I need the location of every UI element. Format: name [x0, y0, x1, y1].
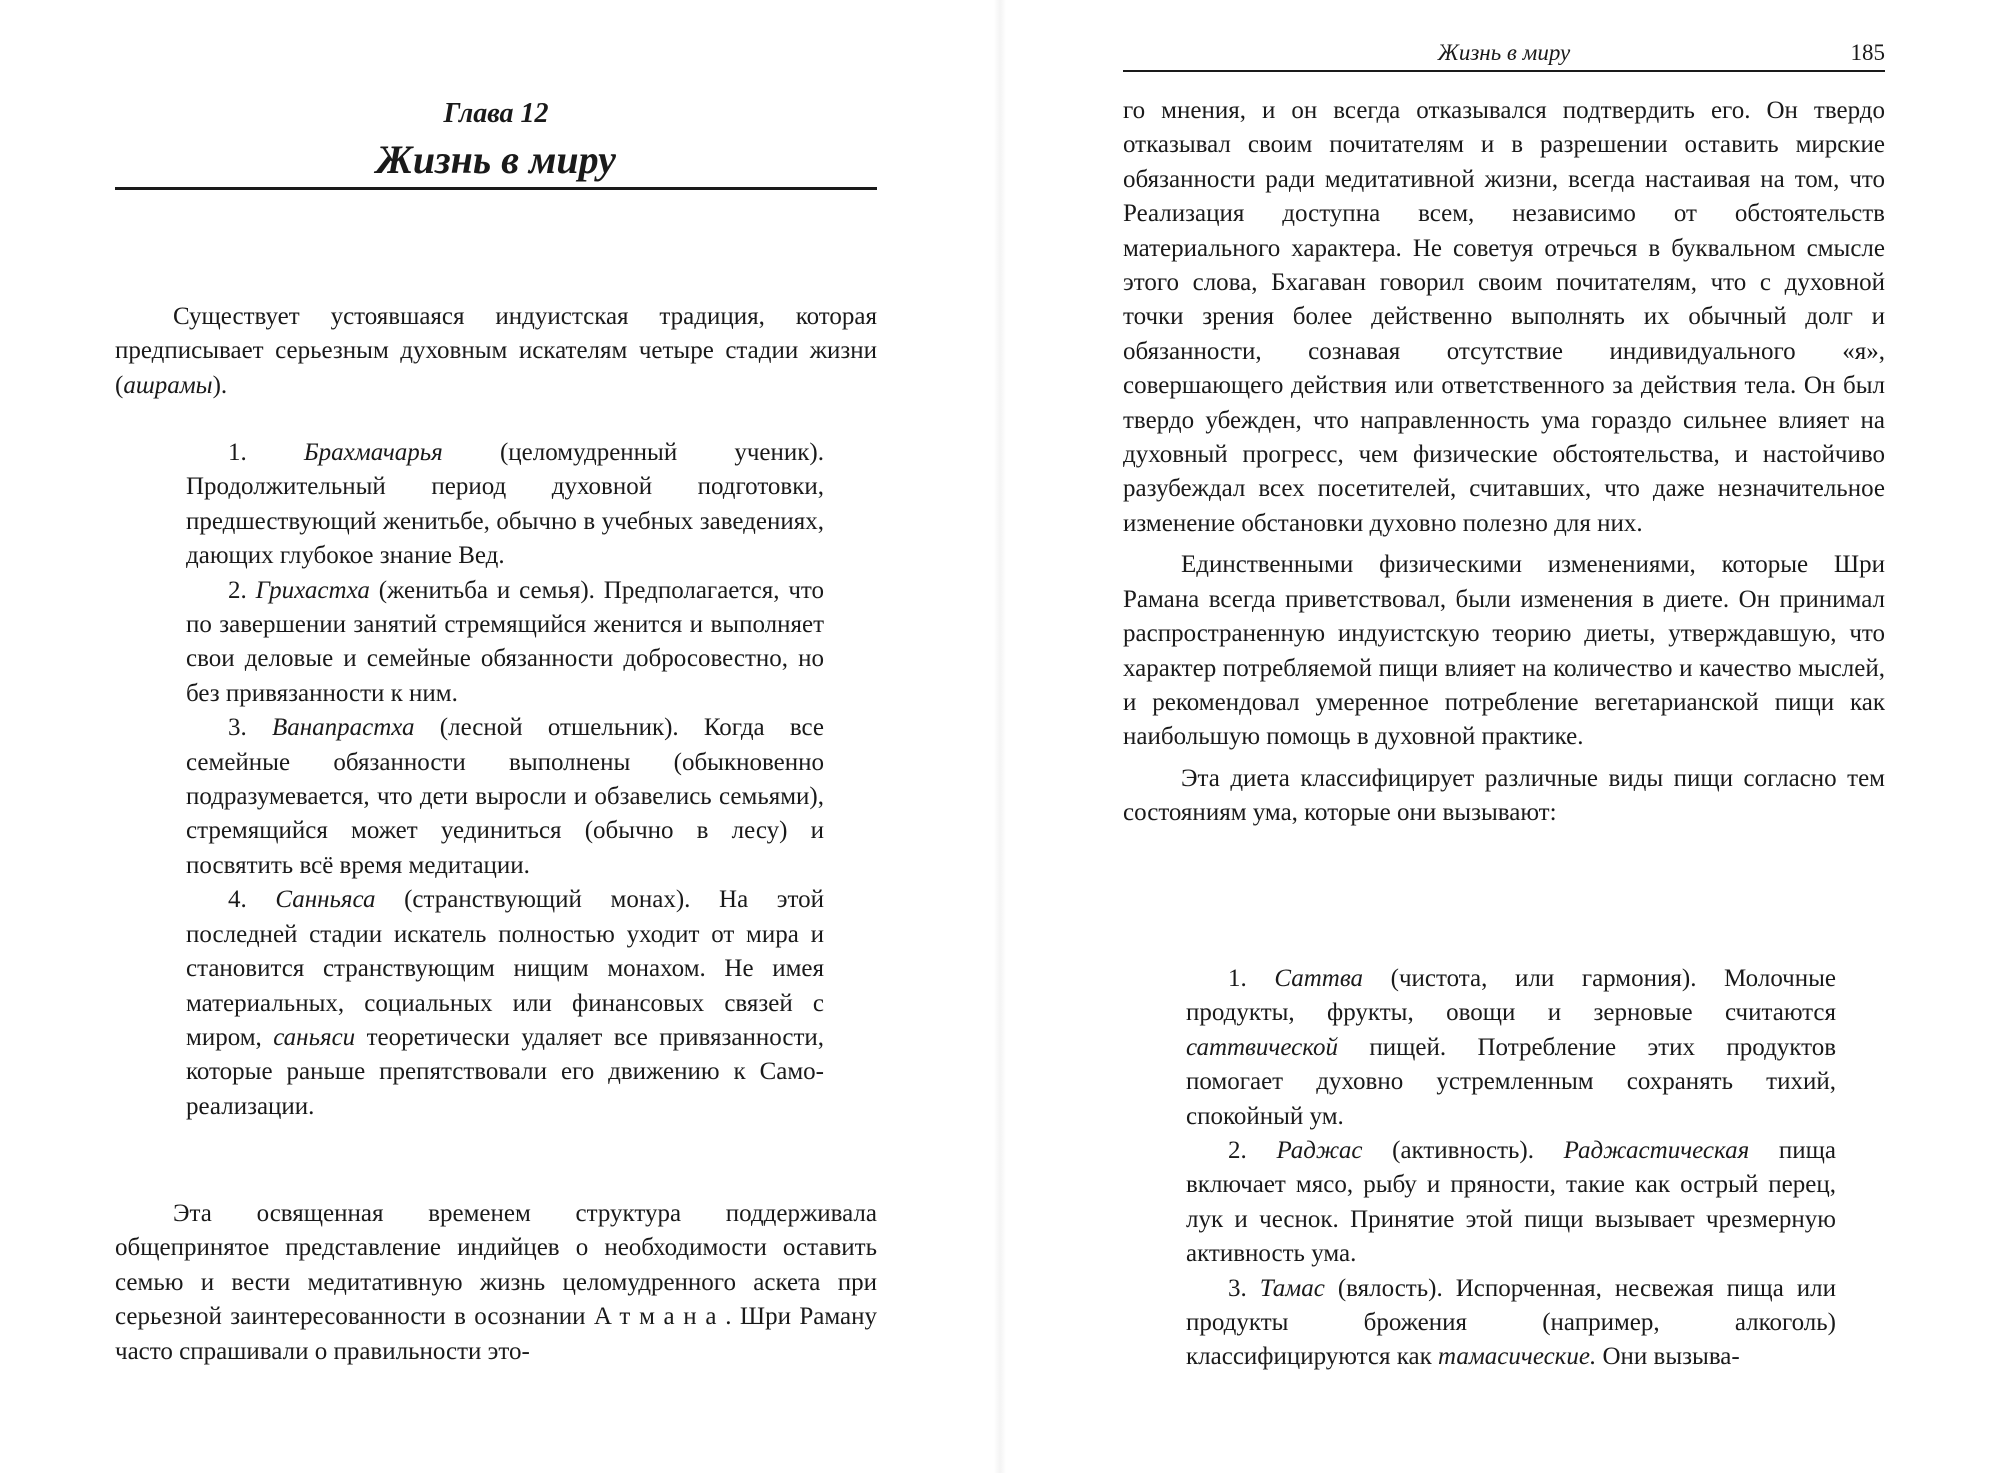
chapter-heading	[115, 96, 877, 186]
intro-paragraph: Существует устоявшаяся индуистская традиция, которая предписывает серьезным духовным искателям четыре стадии жизни (ашрамы).	[115, 303, 877, 399]
closing-paragraph: Эта освященная временем структура поддерживала общепринятое представление индийцев о необходимости оставить семью и вести медитативную жизнь целомудренного аскета при серьезной заинтересованности в осознании Атмана. Шри Раману часто спрашивали о правильности это-	[115, 1200, 877, 1365]
right-body	[1123, 94, 1885, 831]
chapter-title: Жизнь в миру	[376, 137, 616, 182]
chapter-rule	[115, 187, 877, 190]
list-item: 1. Саттва (чистота, или гармония). Молочные продукты, фрукты, овощи и зерновые считаются саттвической пищей. Потребление этих продуктов помогает духовно устремленным сохранять тихий, спокойный ум.	[1186, 965, 1837, 1130]
running-head-rule	[1123, 70, 1885, 72]
list-item: 3. Тамас (вялость). Испорченная, несвежая пища или продукты брожения (например, алкоголь) классифицируются как тамасические. Они вызыва-	[1186, 1274, 1837, 1371]
list-item: 2. Раджас (активность). Раджастическая пища включает мясо, рыбу и пряности, такие как острый перец, лук и чеснок. Принятие этой пищи вызывает чрезмерную активность ума.	[1186, 1137, 1836, 1268]
list-item: 1. Брахмачарья (целомудренный ученик). Продолжительный период духовной подготовки, предшествующий женитьбе, обычно в учебных заведениях, дающих глубокое знание Вед.	[186, 439, 825, 570]
ashrama-list	[186, 436, 824, 1124]
paragraph: Эта диета классифицирует различные виды пищи согласно тем состояниям ума, которые они вызывают:	[1123, 764, 1885, 827]
spaced-word: Атмана	[593, 1303, 726, 1331]
page-number: 185	[1850, 40, 1885, 65]
running-head	[1123, 38, 1885, 72]
guna-list	[1186, 962, 1836, 1375]
list-item: 3. Ванапрастха (лесной отшельник). Когда все семейные обязанности выполнены (обыкновенно подразумевается, что дети выросли и обзавелись семьями), стремящийся может уединиться (обычно в лесу) и посвятить всё время медитации.	[186, 714, 825, 879]
paragraph: Единственными физическими изменениями, которые Шри Рамана всегда приветствовал, были изменения в диете. Он принимал распространенную индуистскую теорию диеты, утверждавшую, что характер потребляемой пищи влияет на количество и качество мыслей, и рекомендовал умеренное потребление вегетарианской пищи как наибольшую помощь в духовной практике.	[1123, 551, 1885, 751]
list-item: 2. Грихастха (женитьба и семья). Предполагается, что по завершении занятий стремящийся женится и выполняет свои деловые и семейные обязанности добросовестно, но без привязанности к ним.	[186, 576, 824, 707]
list-item: 4. Санньяса (странствующий монах). На этой последней стадии искатель полностью уходит от мира и становится странствующим нищим монахом. Не имея материальных, социальных или финансовых связей с миром, саньяси теоретически удаляет все привязанности, которые раньше препятствовали его движению к Само-реализации.	[186, 886, 825, 1120]
chapter-label: Глава 12	[443, 98, 549, 129]
running-head-title: Жизнь в миру	[1437, 40, 1571, 65]
paragraph: го мнения, и он всегда отказывался подтвердить его. Он твердо отказывал своим почитателям и в разрешении оставить мирские обязанности ради медитативной жизни, всегда настаивая на том, что Реализация доступна всем, независимо от обстоятельств материального характера. Не советуя отречься в буквальном смысле этого слова, Бхагаван говорил своим почитателям, что с духовной точки зрения более действенно выполнять их обычный долг и обязанности, сознавая отсутствие индивидуального «я», совершающего действия или ответственного за действия тела. Он был твердо убежден, что направленность ума гораздо сильнее влияет на духовный прогресс, чем физические обстоятельства, и настойчиво разубеждал всех посетителей, считавших, что даже незначительное изменение обстановки духовно полезно для них.	[1123, 97, 1885, 537]
